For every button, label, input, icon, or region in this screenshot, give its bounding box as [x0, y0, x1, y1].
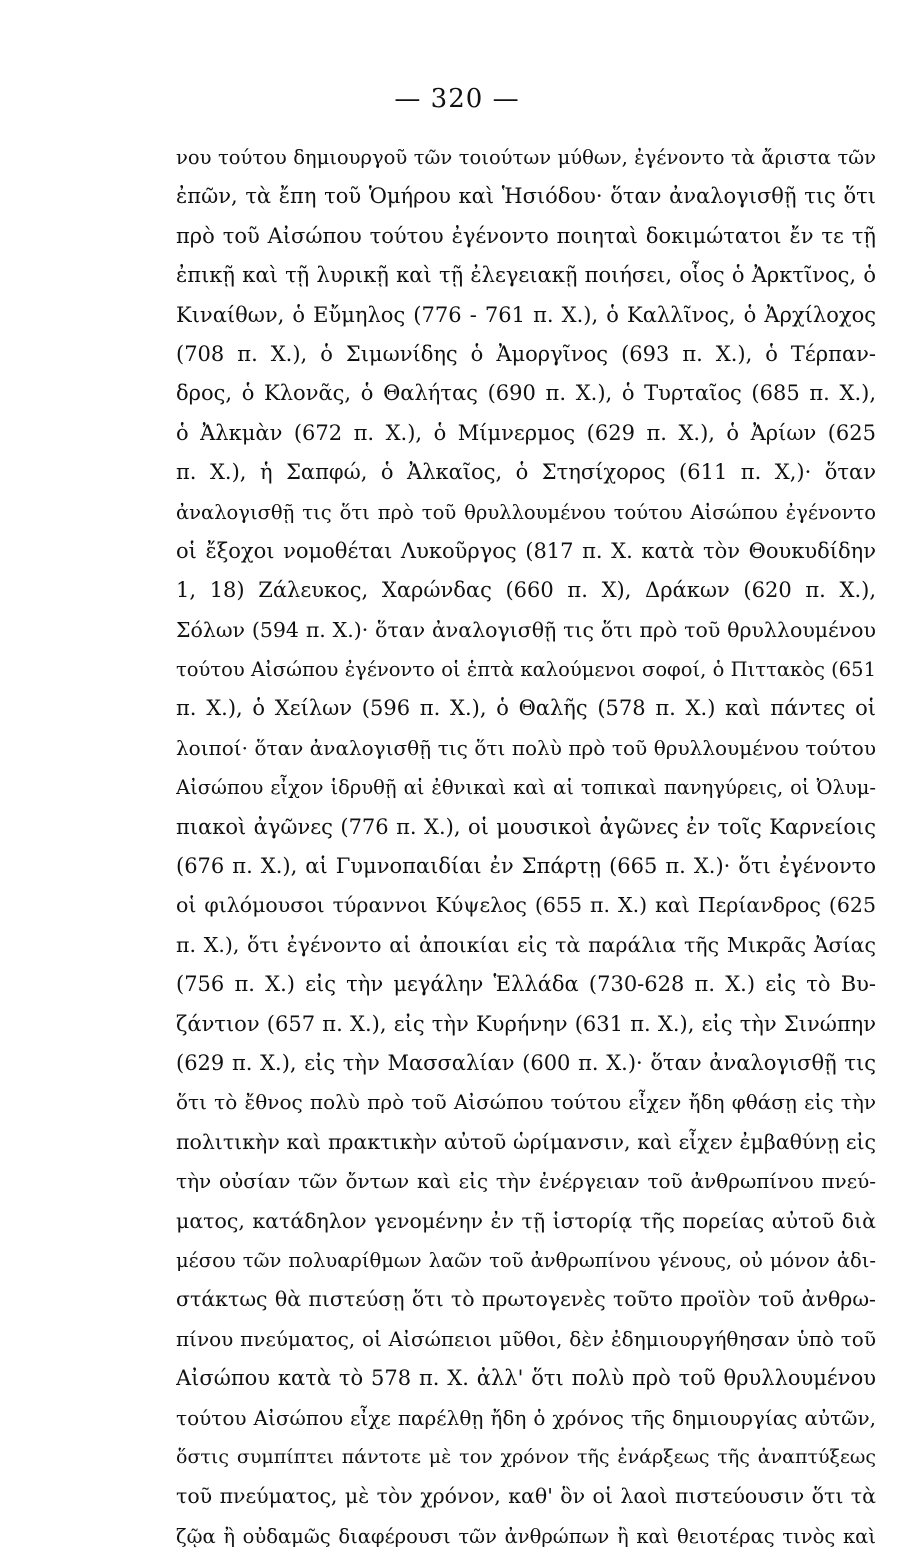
text-line-13: Σόλων (594 π. Χ.)· ὅταν ἀναλογισθῇ τις ὅτι πρὸ τοῦ θρυλλουμένου — [176, 617, 876, 642]
text-line-33: τούτου Αἰσώπου εἶχε παρέλθῃ ἤδη ὁ χρόνος τῆς δημιουργίας αὐτῶν, — [176, 1405, 876, 1430]
text-line-8: ὁ Ἀλκμὰν (672 π. Χ.), ὁ Μίμνερμος (629 π. Χ.), ὁ Ἀρίων (625 — [176, 420, 876, 445]
text-line-22: (756 π. Χ.) εἰς τὴν μεγάλην Ἑλλάδα (730-628 π. Χ.) εἰς τὸ Βυ- — [176, 972, 876, 997]
text-line-36: ζῷα ἢ οὐδαμῶς διαφέρουσι τῶν ἀνθρώπων ἢ καὶ θειοτέρας τινὸς καὶ — [176, 1524, 876, 1548]
text-line-23: ζάντιον (657 π. Χ.), εἰς τὴν Κυρήνην (631 π. Χ.), εἰς τὴν Σινώπην — [176, 1011, 876, 1036]
text-line-27: τὴν οὐσίαν τῶν ὄντων καὶ εἰς τὴν ἐνέργειαν τοῦ ἀνθρωπίνου πνεύ- — [176, 1169, 876, 1194]
text-line-12: 1, 18) Ζάλευκος, Χαρώνδας (660 π. Χ), Δράκων (620 π. Χ.), — [176, 578, 876, 603]
text-line-34: ὅστις συμπίπτει πάντοτε μὲ τον χρόνον τῆς ἐνάρξεως τῆς ἀναπτύξεως — [176, 1445, 876, 1468]
text-line-20: οἱ φιλόμουσοι τύραννοι Κύψελος (655 π. Χ.) καὶ Περίανδρος (625 — [176, 893, 876, 918]
text-line-35: τοῦ πνεύματος, μὲ τὸν χρόνον, καθ' ὃν οἱ λαοὶ πιστεύουσιν ὅτι τὰ — [176, 1484, 876, 1509]
text-line-4: ἐπικῇ καὶ τῇ λυρικῇ καὶ τῇ ἐλεγειακῇ ποιήσει, οἷος ὁ Ἀρκτῖνος, ὁ — [176, 263, 876, 288]
text-line-9: π. Χ.), ἡ Σαπφώ, ὁ Ἀλκαῖος, ὁ Στησίχορος (611 π. Χ,)· ὅταν — [176, 460, 876, 485]
text-line-16: λοιποί· ὅταν ἀναλογισθῇ τις ὅτι πολὺ πρὸ τοῦ θρυλλουμένου τούτου — [176, 735, 876, 760]
text-line-28: ματος, κατάδηλον γενομένην ἐν τῇ ἱστορίᾳ τῆς πορείας αὐτοῦ διὰ — [176, 1208, 876, 1233]
text-line-7: δρος, ὁ Κλονᾶς, ὁ Θαλήτας (690 π. Χ.), ὁ Τυρταῖος (685 π. Χ.), — [176, 381, 876, 406]
text-line-15: π. Χ.), ὁ Χείλων (596 π. Χ.), ὁ Θαλῆς (578 π. Χ.) καὶ πάντες οἱ — [176, 696, 876, 721]
page-number: — 320 — — [394, 84, 520, 114]
text-line-21: π. Χ.), ὅτι ἐγένοντο αἱ ἀποικίαι εἰς τὰ παράλια τῆς Μικρᾶς Ἀσίας — [176, 932, 876, 957]
text-line-5: Κιναίθων, ὁ Εὔμηλος (776 - 761 π. Χ.), ὁ Καλλῖνος, ὁ Ἀρχίλοχος — [176, 302, 876, 327]
text-line-30: στάκτως θὰ πιστεύσῃ ὅτι τὸ πρωτογενὲς τοῦτο προϊὸν τοῦ ἀνθρω- — [176, 1287, 876, 1312]
text-line-10: ἀναλογισθῇ τις ὅτι πρὸ τοῦ θρυλλουμένου τούτου Αἰσώπου ἐγένοντο — [176, 500, 876, 524]
text-line-11: οἱ ἔξοχοι νομοθέται Λυκοῦργος (817 π. Χ. κατὰ τὸν Θουκυδίδην — [176, 538, 876, 563]
body-text — [176, 138, 876, 1556]
text-line-31: πίνου πνεύματος, οἱ Αἰσώπειοι μῦθοι, δὲν ἐδημιουργήθησαν ὑπὸ τοῦ — [176, 1326, 876, 1351]
text-line-29: μέσου τῶν πολυαρίθμων λαῶν τοῦ ἀνθρωπίνου γένους, οὐ μόνον ἀδι- — [176, 1248, 876, 1272]
text-line-18: πιακοὶ ἀγῶνες (776 π. Χ.), οἱ μουσικοὶ ἀγῶνες ἐν τοῖς Καρνείοις — [176, 814, 876, 839]
text-line-3: πρὸ τοῦ Αἰσώπου τούτου ἐγένοντο ποιηταὶ δοκιμώτατοι ἔν τε τῇ — [176, 223, 876, 248]
text-line-6: (708 π. Χ.), ὁ Σιμωνίδης ὁ Ἀμοργῖνος (693 π. Χ.), ὁ Τέρπαν- — [176, 341, 876, 366]
text-line-25: ὅτι τὸ ἔθνος πολὺ πρὸ τοῦ Αἰσώπου τούτου εἶχεν ἤδη φθάσῃ εἰς τὴν — [176, 1090, 876, 1115]
text-line-32: Αἰσώπου κατὰ τὸ 578 π. Χ. ἀλλ' ὅτι πολὺ πρὸ τοῦ θρυλλουμένου — [176, 1366, 876, 1391]
text-line-2: ἐπῶν, τὰ ἔπη τοῦ Ὁμήρου καὶ Ἡσιόδου· ὅταν ἀναλογισθῇ τις ὅτι — [176, 184, 876, 209]
text-line-14: τούτου Αἰσώπου ἐγένοντο οἱ ἑπτὰ καλούμενοι σοφοί, ὁ Πιττακὸς (651 — [176, 658, 876, 682]
text-line-17: Αἰσώπου εἶχον ἱδρυθῇ αἱ ἐθνικαὶ καὶ αἱ τοπικαὶ πανηγύρεις, οἱ Ὀλυμ- — [176, 776, 876, 800]
text-line-26: πολιτικὴν καὶ πρακτικὴν αὐτοῦ ὡρίμανσιν, καὶ εἶχεν ἐμβαθύνῃ εἰς — [176, 1129, 876, 1154]
text-line-24: (629 π. Χ.), εἰς τὴν Μασσαλίαν (600 π. Χ.)· ὅταν ἀναλογισθῇ τις — [176, 1050, 876, 1075]
text-line-19: (676 π. Χ.), αἱ Γυμνοπαιδίαι ἐν Σπάρτῃ (665 π. Χ.)· ὅτι ἐγένοντο — [176, 854, 876, 879]
text-line-1: νου τούτου δημιουργοῦ τῶν τοιούτων μύθων, ἐγένοντο τὰ ἄριστα τῶν — [176, 146, 876, 169]
